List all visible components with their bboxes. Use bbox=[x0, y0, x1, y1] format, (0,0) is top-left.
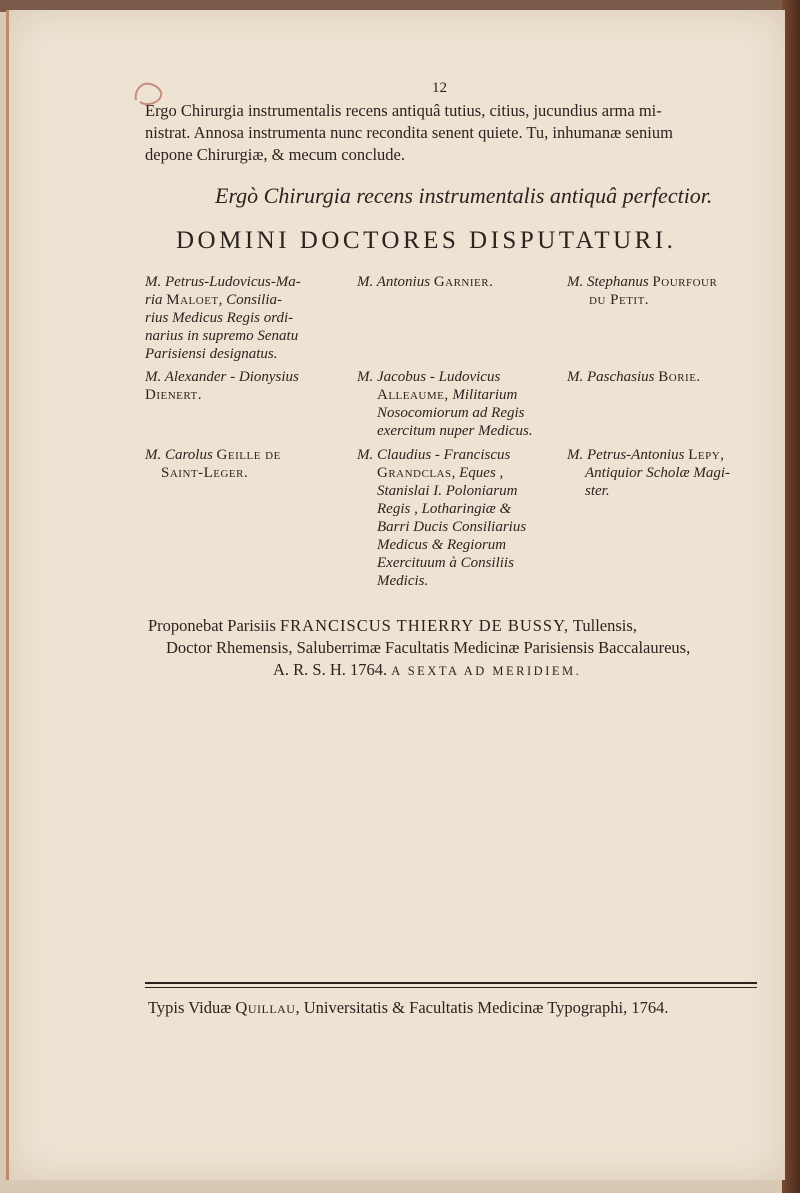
paragraph-line: Ergo Chirurgia instrumentalis recens antiquâ tutius, citius, jucundius arma mi- bbox=[145, 101, 662, 120]
doctor-entry bbox=[357, 273, 565, 291]
prop-text: Proponebat Parisiis bbox=[148, 616, 276, 635]
doctor-surname: Saint-Leger. bbox=[161, 465, 249, 481]
entry-line: M. Jacobus - Ludovicus bbox=[357, 369, 501, 385]
entry-line: Barri Ducis Consiliarius bbox=[377, 519, 527, 535]
entry-line: Nosocomiorum ad Regis bbox=[377, 405, 525, 421]
doctor-entry bbox=[567, 446, 767, 500]
doctor-entry bbox=[145, 446, 350, 482]
entry-line: M. Alexander - Dionysius bbox=[145, 369, 299, 385]
conclusion-paragraph bbox=[145, 100, 765, 166]
page-number: 12 bbox=[432, 80, 447, 96]
doctor-entry bbox=[145, 368, 350, 404]
entry-line: ster. bbox=[585, 483, 610, 499]
printer-imprint bbox=[148, 998, 668, 1018]
entry-line: narius in supremo Senatu bbox=[145, 328, 299, 344]
doctor-surname: Grandclas bbox=[377, 465, 452, 481]
doctor-surname: du Petit. bbox=[589, 292, 650, 308]
prop-time: A SEXTA AD MERIDIEM. bbox=[391, 664, 582, 678]
entry-text: M. Paschasius bbox=[567, 369, 655, 385]
footer-rule-thin bbox=[145, 987, 757, 988]
section-heading: DOMINI DOCTORES DISPUTATURI. bbox=[176, 227, 677, 254]
doctor-surname: Alleaume, bbox=[377, 387, 449, 403]
entry-line: Medicus & Regiorum bbox=[377, 537, 507, 553]
doctor-surname: Borie. bbox=[658, 369, 701, 385]
entry-text: M. Petrus-Antonius bbox=[567, 447, 685, 463]
entry-text: , Eques , bbox=[451, 465, 504, 481]
entry-line: Stanislai I. Poloniarum bbox=[377, 483, 518, 499]
doctor-surname: Pourfour bbox=[652, 274, 718, 290]
doctor-surname: Garnier. bbox=[433, 274, 494, 290]
imprint-text: Typis Viduæ bbox=[148, 998, 232, 1017]
entry-text: ria bbox=[145, 292, 163, 308]
footer-rule-thick bbox=[145, 982, 757, 984]
ergo-thesis: Ergò Chirurgia recens instrumentalis antiquâ perfectior. bbox=[215, 183, 713, 208]
doctor-entry bbox=[145, 273, 350, 363]
entry-line: exercitum nuper Medicus. bbox=[377, 423, 533, 439]
entry-line: M. Claudius - Franciscus bbox=[357, 447, 511, 463]
doctor-entry bbox=[357, 368, 565, 440]
doctor-entry bbox=[567, 273, 767, 309]
prop-text: Tullensis, bbox=[572, 616, 637, 635]
entry-line: M. Petrus-Ludovicus-Ma- bbox=[145, 274, 301, 290]
doctor-entry bbox=[567, 368, 767, 386]
entry-line: Parisiensi designatus. bbox=[145, 346, 278, 362]
prop-line: Doctor Rhemensis, Saluberrimæ Facultatis Medicinæ Parisiensis Baccalaureus, bbox=[166, 638, 691, 657]
doctor-surname: Geille de bbox=[216, 447, 281, 463]
entry-text: , Consilia- bbox=[218, 292, 282, 308]
entry-line: Antiquior Scholæ Magi- bbox=[585, 465, 730, 481]
proponebat-block bbox=[148, 615, 690, 682]
paragraph-line: nistrat. Annosa instrumenta nunc recondita senent quiete. Tu, inhumanæ senium bbox=[145, 123, 673, 142]
entry-line: Exercituum à Consiliis bbox=[377, 555, 514, 571]
doctor-surname: Dienert. bbox=[145, 387, 203, 403]
candidate-name: FRANCISCUS THIERRY DE BUSSY, bbox=[280, 616, 570, 635]
imprint-text: , Universitatis & Facultatis Medicinæ Typographi, 1764. bbox=[295, 998, 669, 1017]
entry-line: Regis , Lotharingiæ & bbox=[377, 501, 512, 517]
entry-text: M. Carolus bbox=[145, 447, 213, 463]
entry-text: M. Antonius bbox=[357, 274, 431, 290]
entry-line: Medicis. bbox=[377, 573, 429, 589]
entry-line: rius Medicus Regis ordi- bbox=[145, 310, 294, 326]
paragraph-line: depone Chirurgiæ, & mecum conclude. bbox=[145, 145, 405, 164]
doctor-surname: Lepy, bbox=[688, 447, 725, 463]
entry-text: M. Stephanus bbox=[567, 274, 649, 290]
printer-name: Quillau bbox=[235, 998, 296, 1017]
doctor-entry bbox=[357, 446, 565, 590]
prop-date: A. R. S. H. 1764. bbox=[273, 660, 388, 679]
doctor-surname: Maloet bbox=[166, 292, 219, 308]
entry-text: Militarium bbox=[452, 387, 518, 403]
